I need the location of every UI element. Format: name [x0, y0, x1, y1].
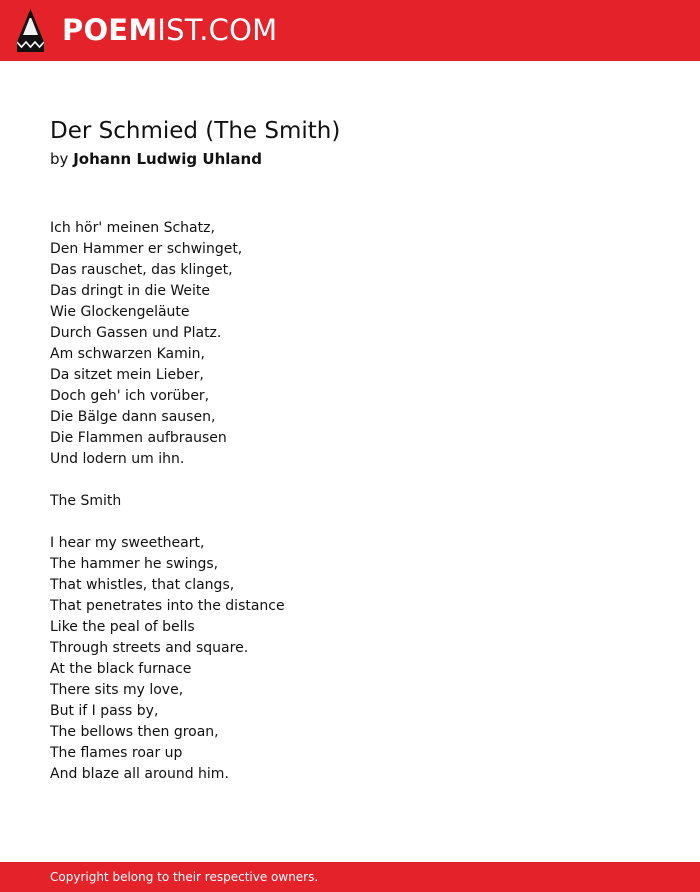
poem-line: Through streets and square.	[50, 640, 249, 656]
brand-bold: POEM	[62, 13, 158, 47]
poem-title: Der Schmied (The Smith)	[50, 118, 341, 144]
poem-line: That penetrates into the distance	[50, 598, 285, 614]
poem-line: And blaze all around him.	[50, 766, 229, 782]
poem-line: Like the peal of bells	[50, 619, 195, 635]
pencil-tip-icon[interactable]	[17, 9, 44, 52]
by-label: by	[50, 150, 69, 168]
poem-line: Da sitzet mein Lieber,	[50, 367, 204, 383]
poem-line: But if I pass by,	[50, 703, 159, 719]
site-logo-text[interactable]	[62, 13, 277, 47]
poem-line: Wie Glockengeläute	[50, 304, 190, 320]
poem-line: Die Flammen aufbrausen	[50, 430, 227, 446]
poem-line: There sits my love,	[50, 682, 184, 698]
author-name: Johann Ludwig Uhland	[73, 150, 262, 168]
brand-light: IST.COM	[157, 13, 278, 47]
poem-line: Das dringt in die Weite	[50, 283, 211, 299]
site-footer	[0, 862, 700, 892]
poem-line: I hear my sweetheart,	[50, 535, 205, 551]
stanza-break	[50, 512, 650, 533]
poem-line: The bellows then groan,	[50, 724, 219, 740]
stanza-break	[50, 470, 650, 491]
byline	[50, 148, 262, 170]
poem-line: Durch Gassen und Platz.	[50, 325, 222, 341]
poem-line: Ich hör' meinen Schatz,	[50, 220, 215, 236]
poem-line: The hammer he swings,	[50, 556, 219, 572]
poem-body	[50, 218, 650, 785]
poem-line: At the black furnace	[50, 661, 192, 677]
site-header	[0, 0, 700, 61]
poem-line: Doch geh' ich vorüber,	[50, 388, 210, 404]
poem-line: Den Hammer er schwinget,	[50, 241, 243, 257]
poem-line: Und lodern um ihn.	[50, 451, 185, 467]
poem-line: Das rauschet, das klinget,	[50, 262, 233, 278]
poem-line: The Smith	[50, 493, 122, 509]
copyright-text: Copyright belong to their respective owners.	[50, 870, 319, 884]
poem-line: That whistles, that clangs,	[50, 577, 235, 593]
poem-line: The flames roar up	[50, 745, 183, 761]
poem-line: Die Bälge dann sausen,	[50, 409, 216, 425]
poem-line: Am schwarzen Kamin,	[50, 346, 205, 362]
